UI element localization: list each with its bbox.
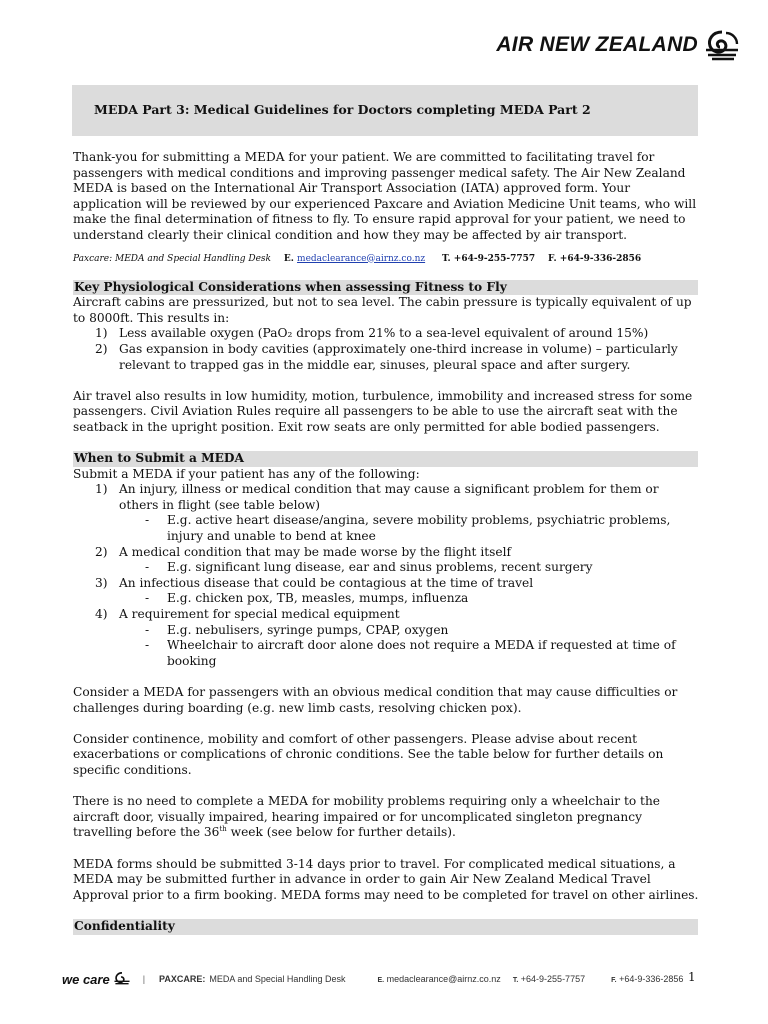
sub-list-item: - E.g. significant lung disease, ear and sinus problems, recent surgery <box>145 560 593 575</box>
footer-fax: F. +64-9-336-2856 <box>611 974 684 984</box>
sub-list-item: - E.g. chicken pox, TB, measles, mumps, influenza <box>145 591 469 606</box>
list-item: 2) Gas expansion in body cavities (approximately one-third increase in volume) – particularly relevant to trapped gas in the middle ear, sinuses, pleural space and after surgery. <box>95 341 678 372</box>
physiology-intro: Aircraft cabins are pressurized, but not to sea level. The cabin pressure is typically equivalent of up to 8000ft. This results in: <box>73 295 692 325</box>
footer-email: E. medaclearance@airnz.co.nz <box>377 974 501 984</box>
we-care-logo: we care <box>62 971 110 987</box>
sub-list-item: - E.g. active heart disease/angina, severe mobility problems, psychiatric problems, injury and unable to bend at knee <box>145 513 671 544</box>
physiology-list <box>73 326 701 373</box>
sub-list-item: - E.g. nebulisers, syringe pumps, CPAP, oxygen <box>145 622 449 637</box>
koru-icon <box>704 28 740 62</box>
when-list <box>73 482 701 669</box>
list-item: 1) An injury, illness or medical condition that may cause a significant problem for them or others in flight (see table below) - E.g. active heart disease/angina, severe mobility problems, psychiatric problems, injury and unable to bend at knee <box>119 482 701 544</box>
page-footer <box>62 968 702 990</box>
submission-timing-paragraph: MEDA forms should be submitted 3-14 days prior to travel. For complicated medical situations, a MEDA may be submitted further in advance in order to gain Air New Zealand Medical Travel Approval prior to a firm booking. MEDA forms may need to be completed for travel on other airlines. <box>73 856 699 902</box>
page-number: 1 <box>688 970 696 984</box>
contact-tel: T. +64-9-255-7757 <box>441 253 536 264</box>
boarding-paragraph: Consider a MEDA for passengers with an obvious medical condition that may cause difficulties or challenges during boarding (e.g. new limb casts, resolving chicken pox). <box>73 685 678 715</box>
sub-list-item: - Wheelchair to aircraft door alone does not require a MEDA if requested at time of booking <box>145 638 676 668</box>
title-box <box>72 85 698 136</box>
document-body <box>73 150 701 935</box>
footer-desk: MEDA and Special Handling Desk <box>209 974 346 984</box>
list-item: 4) A requirement for special medical equipment - E.g. nebulisers, syringe pumps, CPAP, oxygen - Wheelchair to aircraft door alone does not require a MEDA if requested at time of booking <box>119 607 701 669</box>
physiology-paragraph: Air travel also results in low humidity, motion, turbulence, immobility and increased stress for some passengers. Civil Aviation Rules require all passengers to be able to use the aircraft seat with the seatback in the upright position. Exit row seats are only permitted for able bodied passengers. <box>73 388 693 434</box>
contact-label: Paxcare: MEDA and Special Handling Desk <box>73 253 272 264</box>
email-link[interactable]: medaclearance@airnz.co.nz <box>297 253 426 264</box>
list-item: 1) Less available oxygen (PaO₂ drops from 21% to a sea-level equivalent of around 15%) <box>95 326 649 341</box>
list-item: 2) A medical condition that may be made worse by the flight itself - E.g. significant lung disease, ear and sinus problems, recent surgery <box>119 545 701 576</box>
footer-paxcare-label: PAXCARE: <box>159 974 206 984</box>
document-title: MEDA Part 3: Medical Guidelines for Doctors completing MEDA Part 2 <box>94 102 591 117</box>
continence-paragraph: Consider continence, mobility and comfort of other passengers. Please advise about recent exacerbations or complications of chronic conditions. See the table below for further details on specific conditions. <box>73 731 664 777</box>
contact-line <box>73 253 701 265</box>
footer-tel: T. +64-9-255-7757 <box>512 974 586 984</box>
when-intro: Submit a MEDA if your patient has any of the following: <box>73 466 420 481</box>
koru-icon <box>113 971 131 987</box>
brand-name: AIR NEW ZEALAND <box>496 33 698 56</box>
air-new-zealand-logo <box>496 28 740 62</box>
intro-paragraph: Thank-you for submitting a MEDA for your patient. We are committed to facilitating travel for passengers with medical conditions and improving passenger medical safety. The Air New Zealand MEDA is based on the International Air Transport Association (IATA) approved form. Your application will be reviewed by our experienced Paxcare and Aviation Medicine Unit teams, who will make the final determination of fitness to fly. To ensure rapid approval for your patient, we need to understand clearly their clinical condition and how they may be affected by air transport. <box>73 150 697 242</box>
heading-when-to-submit: When to Submit a MEDA <box>73 451 698 467</box>
no-need-paragraph: There is no need to complete a MEDA for mobility problems requiring only a wheelchair to the aircraft door, visually impaired, hearing impaired or for uncomplicated singleton pregnancy travelling before the 36th week (see below for further details). <box>73 794 661 840</box>
list-item: 3) An infectious disease that could be contagious at the time of travel - E.g. chicken pox, TB, measles, mumps, influenza <box>119 576 701 607</box>
footer-separator: | <box>142 974 146 984</box>
heading-confidentiality: Confidentiality <box>73 919 698 935</box>
heading-physiology: Key Physiological Considerations when assessing Fitness to Fly <box>73 280 698 296</box>
contact-fax: F. +64-9-336-2856 <box>548 253 642 264</box>
email-prefix: E. <box>283 253 294 264</box>
